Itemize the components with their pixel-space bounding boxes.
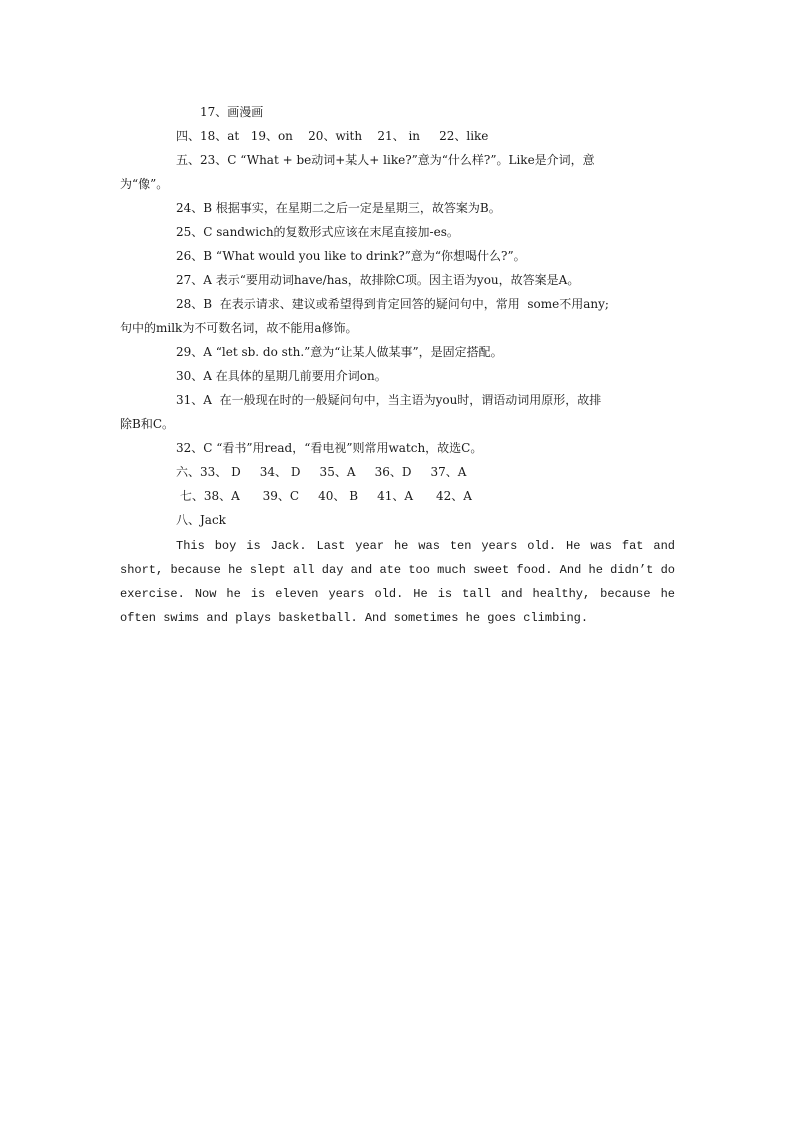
answer-25: 25、C sandwich的复数形式应该在末尾直接加-es。 <box>176 225 459 239</box>
answer-28-line2: 句中的milk为不可数名词，故不能用a修饰。 <box>120 321 358 335</box>
answer-27: 27、A 表示“要用动词have/has，故排除C项。因主语为you，故答案是A。 <box>176 273 580 287</box>
answer-26: 26、B “What would you like to drink?”意为“你想喝什么?”。 <box>176 249 526 263</box>
answer-30: 30、A 在具体的星期几前要用介词on。 <box>176 369 387 383</box>
section-4-answers: 四、18、at 19、on 20、with 21、 in 22、like <box>176 129 489 143</box>
answer-29: 29、A “let sb. do sth.”意为“让某人做某事”，是固定搭配。 <box>176 345 503 359</box>
section-8-heading: 八、Jack <box>176 513 226 527</box>
answer-28-line1: 28、B 在表示请求、建议或希望得到肯定回答的疑问句中，常用 some不用any; <box>176 297 609 311</box>
essay-paragraph: This boy is Jack. Last year he was ten years old. He was fat and short, because he slept all day and ate too much sweet food. And he didn’t do exercise. Now he is eleven years old. He is tall and healthy, because he often swims and plays basketball. And sometimes he goes climbing. <box>120 539 675 625</box>
section-7-answers: 七、38、A 39、C 40、 B 41、A 42、A <box>176 489 472 503</box>
answer-32: 32、C “看书”用read，“看电视”则常用watch，故选C。 <box>176 441 483 455</box>
section-6-answers: 六、33、 D 34、 D 35、A 36、D 37、A <box>176 465 467 479</box>
answer-23-line2: 为“像”。 <box>120 177 169 191</box>
answer-17: 17、画漫画 <box>200 105 264 119</box>
answer-23-line1: 五、23、C “What + be动词+某人+ like?”意为“什么样?”。Like是介词，意 <box>176 153 595 167</box>
answer-31-line1: 31、A 在一般现在时的一般疑问句中，当主语为you时，谓语动词用原形，故排 <box>176 393 602 407</box>
answer-31-line2: 除B和C。 <box>120 417 175 431</box>
answer-24: 24、B 根据事实，在星期二之后一定是星期三，故答案为B。 <box>176 201 501 215</box>
